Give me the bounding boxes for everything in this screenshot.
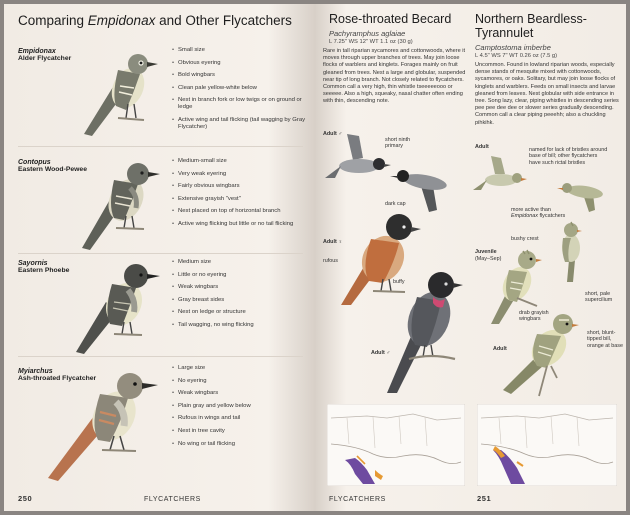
page-number-right: 251 <box>477 494 492 503</box>
trait-item: • No eyering <box>172 378 312 385</box>
trait-item: • Nest in branch fork or low twigs or on ground or ledge <box>172 97 312 111</box>
label-short-blunt-bill: short, blunt-tipped bill, orange at base <box>587 330 623 349</box>
becard-male-perched-illustration <box>375 267 467 397</box>
trait-item: • Active wing and tail flicking (tail wagging by Gray Flycatcher) <box>172 117 312 131</box>
label-bushy-crest: bushy crest <box>511 236 539 242</box>
trait-item: • Little or no eyering <box>172 272 312 279</box>
label-becard-adult-male-bottom: Adult ♂ <box>371 350 391 356</box>
label-short-pale-supercilium: short, pale supercilium <box>585 291 613 304</box>
trait-item: • Large size <box>172 365 312 372</box>
page-title: Comparing Empidonax and Other Flycatchers <box>18 13 292 28</box>
trait-item: • Gray breast sides <box>172 297 312 304</box>
trait-item: • Nest in tree cavity <box>172 428 312 435</box>
label-buffy: buffy <box>393 279 405 285</box>
trait-item: • Tail wagging, no wing flicking <box>172 322 312 329</box>
traits-pewee <box>172 158 312 234</box>
trait-item: • Nest placed on top of horizontal branch <box>172 208 312 215</box>
traits-alder <box>172 47 312 137</box>
trait-item: • Active wing flicking but little or no tail flicking <box>172 221 312 228</box>
tyrannulet-upright-illustration <box>555 220 589 284</box>
trait-item: • Obvious eyering <box>172 60 312 67</box>
tyrannulet-adult-perched-illustration <box>499 308 595 400</box>
label-tyrannulet-adult-bottom: Adult <box>493 346 507 352</box>
tyrannulet-description: Uncommon. Found in lowland riparian woods, especially dense stands of mesquite mixed with cottonwoods, sycamores, or oaks. Solitary, but may join loose flocks of kinglets and warblers. Feeds on small insects and larvae gleaned from leaves. Nest globular with side entrance in tree. Song lazy, clear, piping whistles in descending series pee pee dee dee or slower series gradually descending. Common call a clear piping peeehh; also a chuckling pihkihk. <box>475 62 619 126</box>
label-named-for-bristles: named for lack of bristles around base of bill; other flycatchers have such rictal bristles <box>529 147 608 166</box>
trait-item: • Extensive grayish "vest" <box>172 196 312 203</box>
trait-item: • Medium-small size <box>172 158 312 165</box>
tyrannulet-title: Northern Beardless-Tyrannulet <box>475 12 587 40</box>
becard-flying-illustration <box>323 132 393 186</box>
tyrannulet-scientific-name: Camptostoma imberbe <box>475 43 551 52</box>
becard-scientific-name: Pachyramphus aglaiae <box>329 29 406 38</box>
eastern-wood-pewee-illustration <box>78 156 170 252</box>
tyrannulet-measurements: L 4.5" WS 7" WT 0.26 oz (7.5 g) <box>475 53 558 59</box>
tyrannulet-flying-illustration <box>471 154 529 194</box>
label-tyrannulet-adult: Adult <box>475 144 489 150</box>
trait-item: • Plain gray and yellow below <box>172 403 312 410</box>
alder-flycatcher-illustration <box>82 48 168 140</box>
label-more-active: more active than Empidonax flycatchers <box>511 207 566 220</box>
species-label-ash-throated: Myiarchus Ash-throated Flycatcher <box>18 368 97 382</box>
traits-ash-throated <box>172 365 312 453</box>
trait-item: • Clean pale yellow-white below <box>172 85 312 92</box>
becard-description: Rare in tall riparian sycamores and cottonwoods, where it moves through upper branches of trees. May join loose flocks of warblers and kinglets. Forages mainly on fruit gleaned from trees. Nest a large and globular, suspended near tip of long branch. Not closely related to flycatchers. Common call a very high, thin whistle tseeeeeooo or seeeee. Also a high, squeaky, nasal chatter often ending with thin, descending note. <box>323 48 466 105</box>
label-drab-wingbars: drab grayish wingbars <box>519 310 549 323</box>
right-page <box>315 4 626 511</box>
label-juvenile: Juvenile <box>475 249 497 255</box>
running-head-right: FLYCATCHERS <box>329 496 386 503</box>
label-dark-cap: dark cap <box>385 201 406 207</box>
label-juvenile-season: (May–Sep) <box>475 256 502 262</box>
becard-measurements: L 7.25" WS 12" WT 1.1 oz (30 g) <box>329 39 413 45</box>
tyrannulet-range-map <box>477 404 617 486</box>
trait-item: • Weak wingbars <box>172 390 312 397</box>
becard-title: Rose-throated Becard <box>329 12 452 26</box>
trait-item: • Bold wingbars <box>172 72 312 79</box>
label-becard-adult-male: Adult ♂ <box>323 131 343 137</box>
species-label-phoebe: Sayornis Eastern Phoebe <box>18 260 70 274</box>
section-divider <box>18 253 303 254</box>
trait-item: • Fairly obvious wingbars <box>172 183 312 190</box>
trait-item: • Small size <box>172 47 312 54</box>
label-short-ninth-primary: short ninth primary <box>385 137 411 150</box>
trait-item: • No wing or tail flicking <box>172 441 312 448</box>
eastern-phoebe-illustration <box>74 258 170 356</box>
section-divider <box>18 146 303 147</box>
trait-item: • Weak wingbars <box>172 284 312 291</box>
running-head-left: FLYCATCHERS <box>144 496 201 503</box>
label-rufous: rufous <box>323 258 338 264</box>
open-field-guide <box>4 4 626 511</box>
page-number-left: 250 <box>18 494 33 503</box>
trait-item: • Nest on ledge or structure <box>172 309 312 316</box>
trait-item: • Medium size <box>172 259 312 266</box>
trait-item: • Rufous in wings and tail <box>172 415 312 422</box>
becard-range-map <box>327 404 465 486</box>
section-divider <box>18 356 303 357</box>
label-becard-adult-female: Adult ♀ <box>323 239 343 245</box>
traits-phoebe <box>172 259 312 335</box>
trait-item: • Very weak eyering <box>172 171 312 178</box>
species-label-alder: Empidonax Alder Flycatcher <box>18 48 72 62</box>
left-page <box>4 4 315 511</box>
species-label-pewee: Contopus Eastern Wood-Pewee <box>18 159 87 173</box>
ash-throated-flycatcher-illustration <box>44 364 170 484</box>
